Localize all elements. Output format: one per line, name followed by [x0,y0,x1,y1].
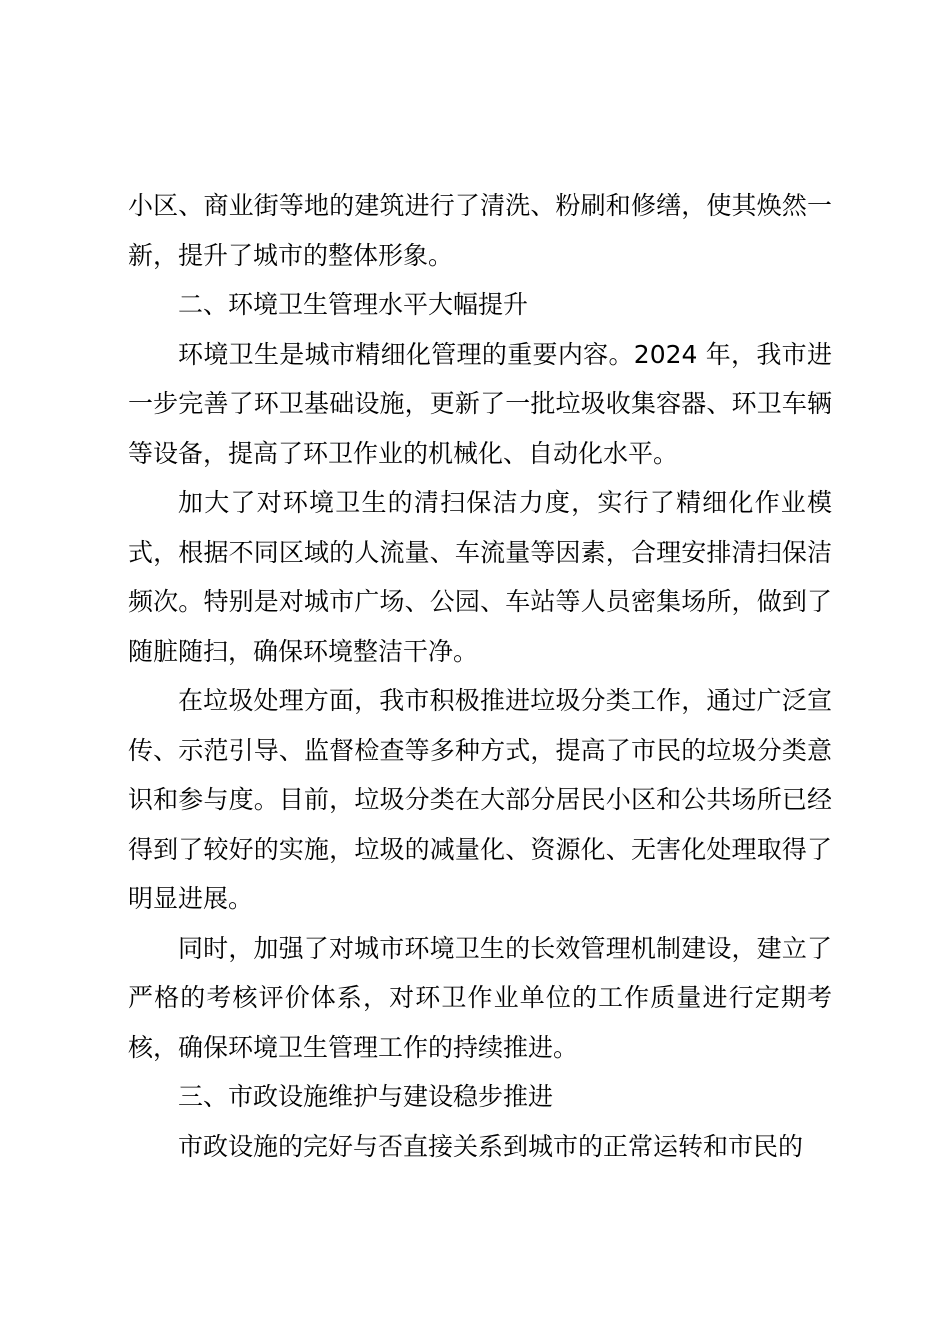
paragraph-cleaning: 加大了对环境卫生的清扫保洁力度，实行了精细化作业模式，根据不同区域的人流量、车流量等因素，合理安排清扫保洁频次。特别是对城市广场、公园、车站等人员密集场所，做到了随脏随扫，确保环境整洁干净。 [128,488,832,666]
paragraph-continued: 小区、商业街等地的建筑进行了清洗、粉刷和修缮，使其焕然一新，提升了城市的整体形象。 [128,191,832,270]
paragraph-municipal-facilities: 市政设施的完好与否直接关系到城市的正常运转和市民的 [178,1131,804,1161]
document-body [128,181,832,1171]
paragraph-long-term-mechanism: 同时，加强了对城市环境卫生的长效管理机制建设，建立了严格的考核评价体系，对环卫作业单位的工作质量进行定期考核，确保环境卫生管理工作的持续推进。 [128,933,832,1062]
section-heading-2: 二、环境卫生管理水平大幅提升 [178,290,529,319]
paragraph-waste-sorting: 在垃圾处理方面，我市积极推进垃圾分类工作，通过广泛宣传、示范引导、监督检查等多种方式，提高了市民的垃圾分类意识和参与度。目前，垃圾分类在大部分居民小区和公共场所已经得到了较好的实施，垃圾的减量化、资源化、无害化处理取得了明显进展。 [128,686,832,913]
paragraph-sanitation-intro: 环境卫生是城市精细化管理的重要内容。2024 年，我市进一步完善了环卫基础设施，更新了一批垃圾收集容器、环卫车辆等设备，提高了环卫作业的机械化、自动化水平。 [128,339,832,468]
section-heading-3: 三、市政设施维护与建设稳步推进 [178,1082,554,1111]
